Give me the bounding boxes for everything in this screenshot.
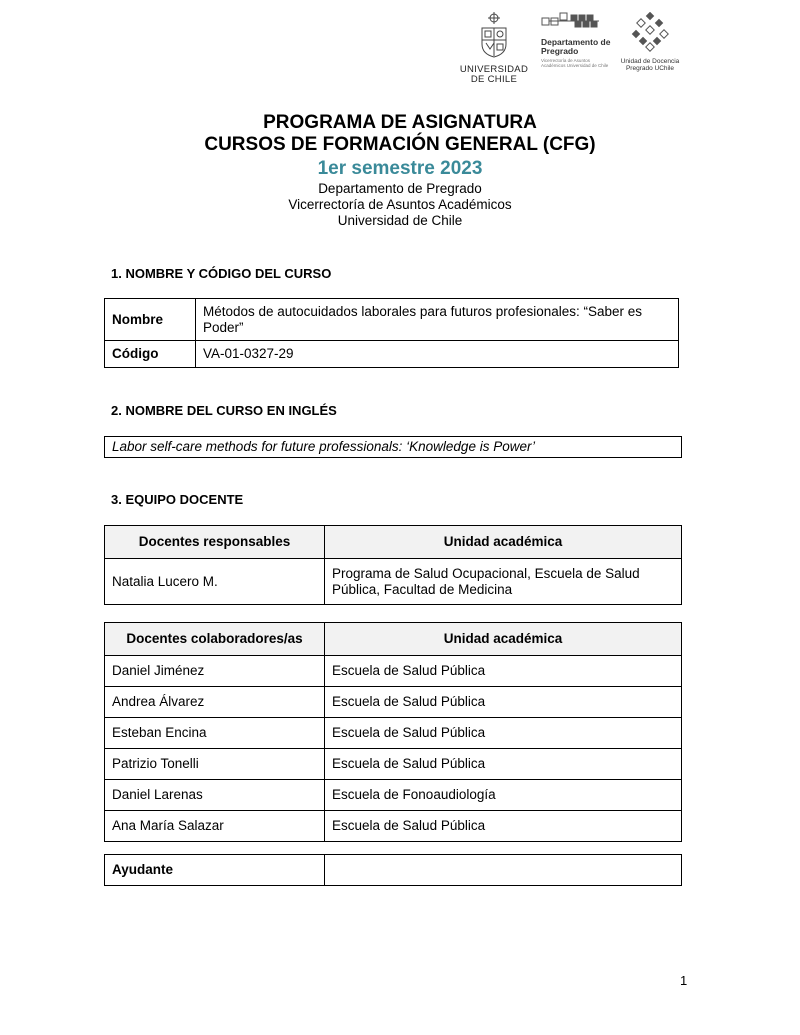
departamento-logo-sub: Vicerrectoría de Asuntos Académicos Universidad de Chile bbox=[541, 58, 609, 68]
header-docentes-responsables: Docentes responsables bbox=[105, 526, 325, 559]
uchile-logo-text: UNIVERSIDAD DE CHILE bbox=[459, 64, 529, 85]
course-name-code-table bbox=[104, 298, 679, 368]
departamento-logo-title: Departamento de Pregrado bbox=[541, 37, 611, 56]
nombre-value: Métodos de autocuidados laborales para futuros profesionales: “Saber es Poder” bbox=[196, 299, 679, 341]
table-header-row bbox=[105, 526, 682, 559]
colaborador-unidad: Escuela de Salud Pública bbox=[325, 656, 682, 687]
colaborador-unidad: Escuela de Salud Pública bbox=[325, 811, 682, 842]
ayudante-value bbox=[325, 855, 682, 886]
codigo-value: VA-01-0327-29 bbox=[196, 341, 679, 368]
section-3-title: 3. EQUIPO DOCENTE bbox=[111, 492, 244, 507]
table-row bbox=[105, 559, 682, 605]
colaborador-name: Esteban Encina bbox=[105, 718, 325, 749]
colaborador-name: Daniel Larenas bbox=[105, 780, 325, 811]
english-name-table bbox=[104, 436, 682, 458]
table-row bbox=[105, 656, 682, 687]
title-line-2: CURSOS DE FORMACIÓN GENERAL (CFG) bbox=[204, 134, 596, 155]
table-row bbox=[105, 718, 682, 749]
table-header-row bbox=[105, 623, 682, 656]
colaborador-unidad: Escuela de Salud Pública bbox=[325, 749, 682, 780]
colaborador-name: Andrea Álvarez bbox=[105, 687, 325, 718]
header-logos bbox=[455, 12, 685, 88]
table-row bbox=[105, 341, 679, 368]
table-row bbox=[105, 749, 682, 780]
colaborador-name: Daniel Jiménez bbox=[105, 656, 325, 687]
nombre-label: Nombre bbox=[105, 299, 196, 341]
squares-icon bbox=[541, 12, 603, 30]
table-row bbox=[105, 780, 682, 811]
unidad-docencia-mark-icon bbox=[630, 12, 670, 52]
table-row bbox=[105, 687, 682, 718]
colaborador-name: Ana María Salazar bbox=[105, 811, 325, 842]
codigo-label: Código bbox=[105, 341, 196, 368]
table-row bbox=[105, 299, 679, 341]
unidad-logo-text: Unidad de Docencia Pregrado UChile bbox=[620, 58, 680, 72]
english-name-value: Labor self-care methods for future professionals: ‘Knowledge is Power’ bbox=[105, 437, 682, 458]
responsable-unidad: Programa de Salud Ocupacional, Escuela de Salud Pública, Facultad de Medicina bbox=[325, 559, 682, 605]
departamento-pregrado-logo bbox=[541, 12, 613, 68]
unidad-docencia-logo bbox=[615, 12, 685, 72]
table-row bbox=[105, 855, 682, 886]
ayudante-label: Ayudante bbox=[105, 855, 325, 886]
subtitle-vicerrectoria: Vicerrectoría de Asuntos Académicos bbox=[288, 197, 512, 212]
header-docentes-colaboradores: Docentes colaboradores/as bbox=[105, 623, 325, 656]
ayudante-table bbox=[104, 854, 682, 886]
section-1-title: 1. NOMBRE Y CÓDIGO DEL CURSO bbox=[111, 266, 332, 281]
title-line-1: PROGRAMA DE ASIGNATURA bbox=[263, 112, 537, 133]
colaborador-unidad: Escuela de Fonoaudiología bbox=[325, 780, 682, 811]
page-number: 1 bbox=[680, 973, 688, 988]
document-header bbox=[0, 112, 800, 229]
subtitle-department: Departamento de Pregrado bbox=[318, 181, 482, 196]
table-row bbox=[105, 437, 682, 458]
header-unidad-academica: Unidad académica bbox=[325, 526, 682, 559]
docentes-colaboradores-table bbox=[104, 622, 682, 842]
subtitle-university: Universidad de Chile bbox=[337, 213, 463, 228]
header-unidad-academica: Unidad académica bbox=[325, 623, 682, 656]
colaborador-unidad: Escuela de Salud Pública bbox=[325, 718, 682, 749]
docentes-responsables-table bbox=[104, 525, 682, 605]
section-2-title: 2. NOMBRE DEL CURSO EN INGLÉS bbox=[111, 403, 337, 418]
table-row bbox=[105, 811, 682, 842]
colaborador-unidad: Escuela de Salud Pública bbox=[325, 687, 682, 718]
universidad-de-chile-logo bbox=[455, 12, 533, 85]
semester-title: 1er semestre 2023 bbox=[317, 158, 483, 179]
responsable-name: Natalia Lucero M. bbox=[105, 559, 325, 605]
colaborador-name: Patrizio Tonelli bbox=[105, 749, 325, 780]
crest-icon bbox=[474, 12, 514, 58]
